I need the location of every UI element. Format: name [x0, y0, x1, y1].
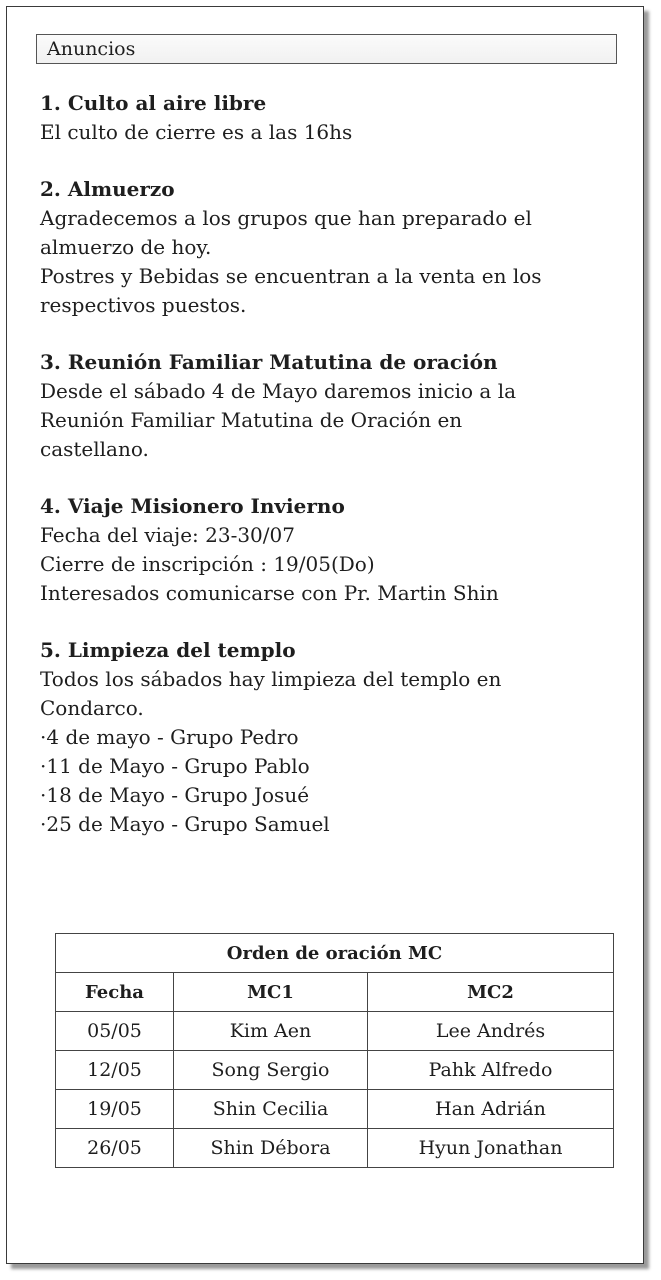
table-caption: Orden de oración MC: [56, 934, 614, 973]
column-header-fecha: Fecha: [56, 973, 174, 1012]
announcement-item-outdoor-service: [40, 89, 630, 147]
mc1-cell: Shin Débora: [174, 1129, 368, 1168]
announcement-list: [40, 89, 630, 867]
announcement-text: Todos los sábados hay limpieza del templo en: [40, 667, 502, 691]
announcement-text: Condarco.: [40, 696, 144, 720]
announcement-item-lunch: [40, 175, 630, 320]
cleaning-schedule-item: ·18 de Mayo - Grupo Josué: [40, 783, 310, 807]
announcement-text: El culto de cierre es a las 16hs: [40, 120, 353, 144]
announcement-text: castellano.: [40, 437, 149, 461]
date-cell: 12/05: [56, 1051, 174, 1090]
cleaning-schedule-item: ·11 de Mayo - Grupo Pablo: [40, 754, 310, 778]
announcement-text: Reunión Familiar Matutina de Oración en: [40, 408, 463, 432]
prayer-order-table: [55, 933, 614, 1168]
announcement-page: [6, 6, 644, 1264]
announcement-text: Cierre de inscripción : 19/05(Do): [40, 552, 375, 576]
column-header-mc2: MC2: [368, 973, 614, 1012]
table-header-row: [56, 973, 614, 1012]
mc2-cell: Pahk Alfredo: [368, 1051, 614, 1090]
announcement-text: Agradecemos a los grupos que han preparado el: [40, 206, 532, 230]
announcement-text: almuerzo de hoy.: [40, 235, 212, 259]
mc1-cell: Song Sergio: [174, 1051, 368, 1090]
announcement-title: 1. Culto al aire libre: [40, 91, 267, 115]
announcement-item-prayer-meeting: [40, 348, 630, 464]
mc2-cell: Hyun Jonathan: [368, 1129, 614, 1168]
announcement-text: Postres y Bebidas se encuentran a la venta en los: [40, 264, 542, 288]
announcements-title: Anuncios: [47, 38, 136, 60]
date-cell: 05/05: [56, 1012, 174, 1051]
cleaning-schedule-item: ·4 de mayo - Grupo Pedro: [40, 725, 299, 749]
table-caption-row: [56, 934, 614, 973]
mc2-cell: Lee Andrés: [368, 1012, 614, 1051]
cleaning-schedule-item: ·25 de Mayo - Grupo Samuel: [40, 812, 330, 836]
table-row: [56, 1129, 614, 1168]
announcement-item-mission-trip: [40, 492, 630, 608]
announcement-title: 3. Reunión Familiar Matutina de oración: [40, 350, 498, 374]
mc1-cell: Shin Cecilia: [174, 1090, 368, 1129]
announcements-header: [36, 34, 617, 64]
announcement-title: 4. Viaje Misionero Invierno: [40, 494, 345, 518]
announcement-item-temple-cleaning: [40, 636, 630, 839]
column-header-mc1: MC1: [174, 973, 368, 1012]
announcement-text: Fecha del viaje: 23-30/07: [40, 523, 295, 547]
announcement-title: 2. Almuerzo: [40, 177, 175, 201]
date-cell: 26/05: [56, 1129, 174, 1168]
announcement-text: Interesados comunicarse con Pr. Martin Shin: [40, 581, 499, 605]
table-row: [56, 1090, 614, 1129]
table-row: [56, 1051, 614, 1090]
date-cell: 19/05: [56, 1090, 174, 1129]
announcement-text: respectivos puestos.: [40, 293, 247, 317]
announcement-title: 5. Limpieza del templo: [40, 638, 296, 662]
announcement-text: Desde el sábado 4 de Mayo daremos inicio a la: [40, 379, 517, 403]
table-row: [56, 1012, 614, 1051]
mc2-cell: Han Adrián: [368, 1090, 614, 1129]
mc1-cell: Kim Aen: [174, 1012, 368, 1051]
